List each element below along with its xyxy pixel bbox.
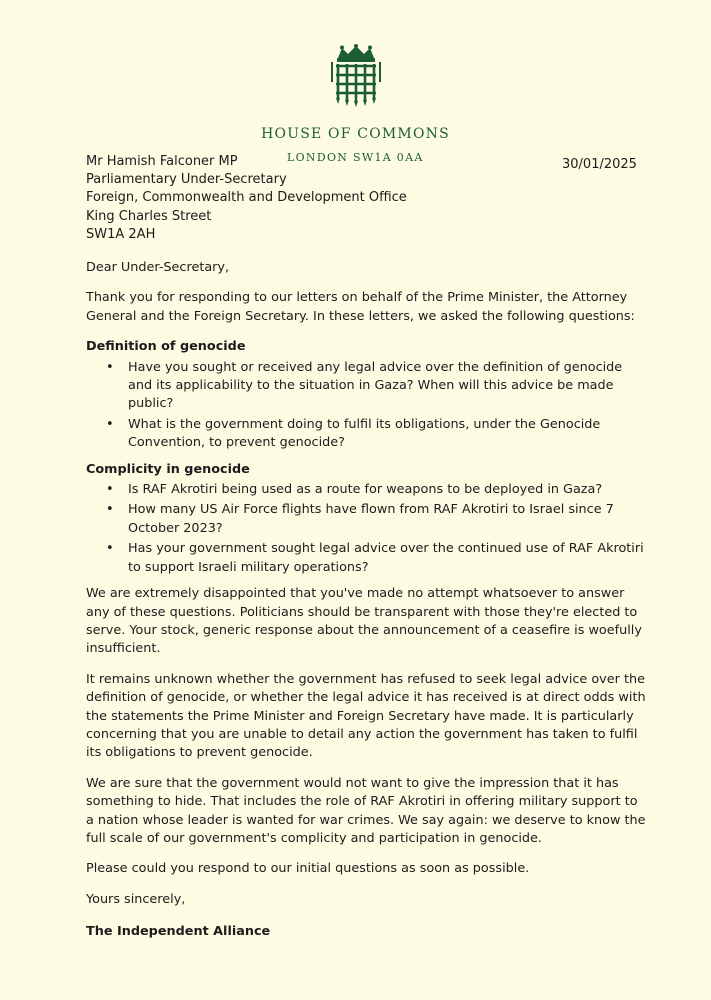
body-paragraph: It remains unknown whether the government has refused to seek legal advice over the definition of genocide, or whether the legal advice it has received is at direct odds with the statements the Prime Minister and Foreign Secretary have made. It is particularly concerning that you are unable to detail any action the government has taken to fulfil its obligations to prevent genocide. [86,671,646,761]
question-list-complicity [86,481,646,577]
question-item: • Is RAF Akrotiri being used as a route for weapons to be deployed in Gaza? [128,481,646,499]
section-heading-definition: Definition of genocide [86,339,246,355]
salutation: Dear Under-Secretary, [86,260,230,275]
body-paragraph: Please could you respond to our initial questions as soon as possible. [86,861,530,877]
recipient-line: Foreign, Commonwealth and Development Office [86,190,407,206]
letter-date: 30/01/2025 [562,157,637,172]
question-list-definition [86,359,646,453]
portcullis-crest-icon [328,44,384,108]
signoff: Yours sincerely, [86,891,186,907]
letter-body [86,259,646,942]
body-paragraph: We are sure that the government would not want to give the impression that it has something to hide. That includes the role of RAF Akrotiri in offering military support to a nation whose leader is wanted for war crimes. We say again: we deserve to know the full scale of our government's complicity and participation in genocide. [86,775,646,846]
letterhead-address: LONDON SW1A 0AA [287,151,424,164]
intro-paragraph: Thank you for responding to our letters on behalf of the Prime Minister, the Attorney General and the Foreign Secretary. In these letters, we asked the following questions: [86,290,635,324]
question-item: • How many US Air Force flights have flown from RAF Akrotiri to Israel since 7 October 2023? [128,501,646,538]
recipient-line: King Charles Street [86,208,212,224]
signature: The Independent Alliance [86,924,271,940]
body-paragraph: We are extremely disappointed that you've made no attempt whatsoever to answer any of these questions. Politicians should be transparent with those they're elected to serve. Your stock, generic response about the announcement of a ceasefire is woefully insufficient. [86,586,642,657]
recipient-line: SW1A 2AH [86,226,156,242]
recipient-address [86,153,407,244]
recipient-line: Mr Hamish Falconer MP [86,154,238,169]
question-item: • What is the government doing to fulfil its obligations, under the Genocide Convention, to prevent genocide? [128,416,646,453]
question-item: • Have you sought or received any legal advice over the definition of genocide and its applicability to the situation in Gaza? When will this advice be made public? [128,359,646,414]
question-item: • Has your government sought legal advice over the continued use of RAF Akrotiri to support Israeli military operations? [128,540,646,577]
letterhead-title: HOUSE OF COMMONS [261,126,450,142]
recipient-line: Parliamentary Under-Secretary [86,172,287,188]
section-heading-complicity: Complicity in genocide [86,461,250,477]
